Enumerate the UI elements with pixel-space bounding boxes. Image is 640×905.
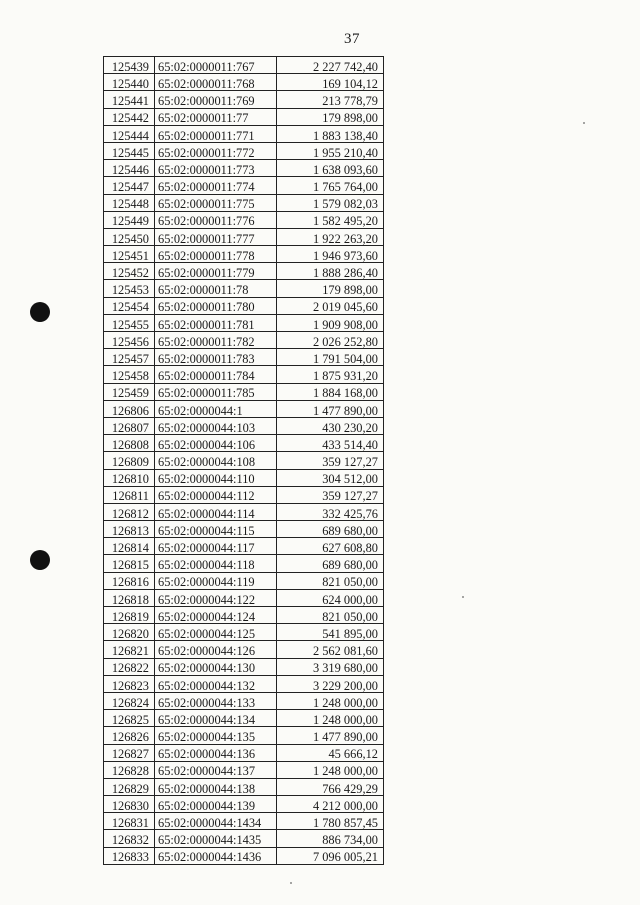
record-id-cell: 125446 xyxy=(104,160,155,177)
table-row xyxy=(104,847,384,864)
table-row xyxy=(104,710,384,727)
table-row xyxy=(104,383,384,400)
table-row xyxy=(104,589,384,606)
table-row xyxy=(104,744,384,761)
record-id-cell: 125457 xyxy=(104,349,155,366)
table-row xyxy=(104,400,384,417)
cadastral-value-cell: 430 230,20 xyxy=(277,417,384,434)
table-row xyxy=(104,761,384,778)
table-row xyxy=(104,160,384,177)
record-id-cell: 125451 xyxy=(104,246,155,263)
cadastral-number-cell: 65:02:0000044:103 xyxy=(155,417,277,434)
cadastral-number-cell: 65:02:0000044:135 xyxy=(155,727,277,744)
cadastral-number-cell: 65:02:0000044:1434 xyxy=(155,813,277,830)
cadastral-number-cell: 65:02:0000011:771 xyxy=(155,125,277,142)
record-id-cell: 126806 xyxy=(104,400,155,417)
record-id-cell: 125445 xyxy=(104,142,155,159)
record-id-cell: 126814 xyxy=(104,538,155,555)
cadastral-number-cell: 65:02:0000044:125 xyxy=(155,624,277,641)
table-row xyxy=(104,503,384,520)
cadastral-value-cell: 886 734,00 xyxy=(277,830,384,847)
cadastral-number-cell: 65:02:0000044:137 xyxy=(155,761,277,778)
table-row xyxy=(104,108,384,125)
record-id-cell: 126815 xyxy=(104,555,155,572)
cadastral-number-cell: 65:02:0000044:114 xyxy=(155,503,277,520)
cadastral-value-cell: 1 884 168,00 xyxy=(277,383,384,400)
record-id-cell: 126813 xyxy=(104,521,155,538)
cadastral-number-cell: 65:02:0000011:776 xyxy=(155,211,277,228)
cadastral-value-cell: 3 319 680,00 xyxy=(277,658,384,675)
cadastral-number-cell: 65:02:0000044:108 xyxy=(155,452,277,469)
table-row xyxy=(104,177,384,194)
record-id-cell: 126812 xyxy=(104,503,155,520)
table-row xyxy=(104,555,384,572)
cadastral-value-cell: 179 898,00 xyxy=(277,280,384,297)
record-id-cell: 126809 xyxy=(104,452,155,469)
cadastral-value-cell: 1 922 263,20 xyxy=(277,228,384,245)
table-row xyxy=(104,778,384,795)
table-row xyxy=(104,297,384,314)
cadastral-value-cell: 304 512,00 xyxy=(277,469,384,486)
table-row xyxy=(104,641,384,658)
record-id-cell: 126810 xyxy=(104,469,155,486)
record-id-cell: 125452 xyxy=(104,263,155,280)
cadastral-number-cell: 65:02:0000011:768 xyxy=(155,74,277,91)
cadastral-number-cell: 65:02:0000044:115 xyxy=(155,521,277,538)
table-row xyxy=(104,57,384,74)
cadastral-value-cell: 2 026 252,80 xyxy=(277,332,384,349)
cadastral-number-cell: 65:02:0000044:1436 xyxy=(155,847,277,864)
record-id-cell: 125444 xyxy=(104,125,155,142)
cadastral-value-cell: 359 127,27 xyxy=(277,452,384,469)
table-row xyxy=(104,142,384,159)
record-id-cell: 126829 xyxy=(104,778,155,795)
record-id-cell: 126827 xyxy=(104,744,155,761)
table-row xyxy=(104,796,384,813)
cadastral-value-cell: 1 946 973,60 xyxy=(277,246,384,263)
record-id-cell: 126818 xyxy=(104,589,155,606)
cadastral-value-cell: 1 955 210,40 xyxy=(277,142,384,159)
punch-hole-top xyxy=(30,302,50,322)
cadastral-number-cell: 65:02:0000044:1 xyxy=(155,400,277,417)
table-row xyxy=(104,263,384,280)
cadastral-value-cell: 1 875 931,20 xyxy=(277,366,384,383)
record-id-cell: 125442 xyxy=(104,108,155,125)
cadastral-value-cell: 627 608,80 xyxy=(277,538,384,555)
cadastral-value-cell: 2 562 081,60 xyxy=(277,641,384,658)
cadastral-number-cell: 65:02:0000044:112 xyxy=(155,486,277,503)
table-row xyxy=(104,74,384,91)
cadastral-number-cell: 65:02:0000011:773 xyxy=(155,160,277,177)
cadastral-number-cell: 65:02:0000044:133 xyxy=(155,692,277,709)
record-id-cell: 126822 xyxy=(104,658,155,675)
record-id-cell: 126825 xyxy=(104,710,155,727)
cadastral-value-cell: 1 248 000,00 xyxy=(277,710,384,727)
cadastral-value-cell: 213 778,79 xyxy=(277,91,384,108)
scan-speck xyxy=(290,882,292,884)
cadastral-value-cell: 1 638 093,60 xyxy=(277,160,384,177)
table-row xyxy=(104,624,384,641)
cadastral-number-cell: 65:02:0000011:779 xyxy=(155,263,277,280)
record-id-cell: 126824 xyxy=(104,692,155,709)
cadastral-value-cell: 332 425,76 xyxy=(277,503,384,520)
cadastral-value-cell: 2 019 045,60 xyxy=(277,297,384,314)
cadastral-number-cell: 65:02:0000044:106 xyxy=(155,435,277,452)
cadastral-value-cell: 1 765 764,00 xyxy=(277,177,384,194)
record-id-cell: 125454 xyxy=(104,297,155,314)
record-id-cell: 125439 xyxy=(104,57,155,74)
record-id-cell: 126820 xyxy=(104,624,155,641)
cadastral-value-cell: 766 429,29 xyxy=(277,778,384,795)
record-id-cell: 125448 xyxy=(104,194,155,211)
table-row xyxy=(104,125,384,142)
cadastral-value-cell: 45 666,12 xyxy=(277,744,384,761)
cadastral-value-cell: 359 127,27 xyxy=(277,486,384,503)
record-id-cell: 125458 xyxy=(104,366,155,383)
cadastral-value-cell: 179 898,00 xyxy=(277,108,384,125)
cadastral-value-cell: 1 791 504,00 xyxy=(277,349,384,366)
table-row xyxy=(104,314,384,331)
cadastral-value-table xyxy=(103,56,384,865)
cadastral-number-cell: 65:02:0000044:122 xyxy=(155,589,277,606)
cadastral-number-cell: 65:02:0000044:136 xyxy=(155,744,277,761)
cadastral-number-cell: 65:02:0000011:78 xyxy=(155,280,277,297)
table-row xyxy=(104,675,384,692)
cadastral-value-cell: 1 579 082,03 xyxy=(277,194,384,211)
cadastral-value-cell: 433 514,40 xyxy=(277,435,384,452)
cadastral-value-cell: 4 212 000,00 xyxy=(277,796,384,813)
record-id-cell: 125447 xyxy=(104,177,155,194)
record-id-cell: 125456 xyxy=(104,332,155,349)
cadastral-value-cell: 689 680,00 xyxy=(277,521,384,538)
cadastral-number-cell: 65:02:0000011:780 xyxy=(155,297,277,314)
cadastral-number-cell: 65:02:0000011:775 xyxy=(155,194,277,211)
cadastral-number-cell: 65:02:0000044:124 xyxy=(155,607,277,624)
cadastral-number-cell: 65:02:0000011:785 xyxy=(155,383,277,400)
table-row xyxy=(104,228,384,245)
record-id-cell: 126832 xyxy=(104,830,155,847)
record-id-cell: 126811 xyxy=(104,486,155,503)
record-id-cell: 126826 xyxy=(104,727,155,744)
punch-hole-bottom xyxy=(30,550,50,570)
table-row xyxy=(104,194,384,211)
record-id-cell: 125453 xyxy=(104,280,155,297)
cadastral-number-cell: 65:02:0000011:774 xyxy=(155,177,277,194)
cadastral-number-cell: 65:02:0000011:782 xyxy=(155,332,277,349)
cadastral-value-cell: 1 248 000,00 xyxy=(277,692,384,709)
cadastral-value-cell: 541 895,00 xyxy=(277,624,384,641)
cadastral-value-cell: 1 582 495,20 xyxy=(277,211,384,228)
table-row xyxy=(104,658,384,675)
cadastral-number-cell: 65:02:0000011:772 xyxy=(155,142,277,159)
cadastral-value-cell: 1 248 000,00 xyxy=(277,761,384,778)
cadastral-number-cell: 65:02:0000011:767 xyxy=(155,57,277,74)
table-row xyxy=(104,246,384,263)
page-number: 37 xyxy=(344,31,360,47)
record-id-cell: 125441 xyxy=(104,91,155,108)
cadastral-value-cell: 1 477 890,00 xyxy=(277,400,384,417)
record-id-cell: 125450 xyxy=(104,228,155,245)
table-row xyxy=(104,417,384,434)
cadastral-value-cell: 3 229 200,00 xyxy=(277,675,384,692)
scan-speck xyxy=(583,122,585,124)
table-row xyxy=(104,469,384,486)
record-id-cell: 126828 xyxy=(104,761,155,778)
cadastral-value-cell: 1 883 138,40 xyxy=(277,125,384,142)
cadastral-value-cell: 1 477 890,00 xyxy=(277,727,384,744)
table-row xyxy=(104,280,384,297)
record-id-cell: 126831 xyxy=(104,813,155,830)
cadastral-value-cell: 1 909 908,00 xyxy=(277,314,384,331)
cadastral-value-cell: 7 096 005,21 xyxy=(277,847,384,864)
record-id-cell: 126833 xyxy=(104,847,155,864)
table-row xyxy=(104,91,384,108)
cadastral-value-cell: 689 680,00 xyxy=(277,555,384,572)
cadastral-number-cell: 65:02:0000044:134 xyxy=(155,710,277,727)
record-id-cell: 126830 xyxy=(104,796,155,813)
cadastral-number-cell: 65:02:0000044:110 xyxy=(155,469,277,486)
record-id-cell: 125455 xyxy=(104,314,155,331)
cadastral-number-cell: 65:02:0000011:783 xyxy=(155,349,277,366)
cadastral-number-cell: 65:02:0000011:777 xyxy=(155,228,277,245)
table-row xyxy=(104,538,384,555)
record-id-cell: 125459 xyxy=(104,383,155,400)
record-id-cell: 126816 xyxy=(104,572,155,589)
record-id-cell: 125449 xyxy=(104,211,155,228)
table-row xyxy=(104,366,384,383)
table-row xyxy=(104,521,384,538)
record-id-cell: 126808 xyxy=(104,435,155,452)
cadastral-value-cell: 1 780 857,45 xyxy=(277,813,384,830)
table-row xyxy=(104,211,384,228)
cadastral-number-cell: 65:02:0000044:118 xyxy=(155,555,277,572)
cadastral-number-cell: 65:02:0000011:77 xyxy=(155,108,277,125)
table-row xyxy=(104,727,384,744)
table-row xyxy=(104,332,384,349)
table-row xyxy=(104,486,384,503)
cadastral-value-cell: 1 888 286,40 xyxy=(277,263,384,280)
cadastral-number-cell: 65:02:0000044:126 xyxy=(155,641,277,658)
table-row xyxy=(104,349,384,366)
cadastral-number-cell: 65:02:0000044:119 xyxy=(155,572,277,589)
table-row xyxy=(104,692,384,709)
record-id-cell: 126807 xyxy=(104,417,155,434)
cadastral-number-cell: 65:02:0000044:132 xyxy=(155,675,277,692)
cadastral-number-cell: 65:02:0000044:130 xyxy=(155,658,277,675)
cadastral-value-cell: 2 227 742,40 xyxy=(277,57,384,74)
cadastral-number-cell: 65:02:0000044:1435 xyxy=(155,830,277,847)
cadastral-number-cell: 65:02:0000011:769 xyxy=(155,91,277,108)
table-row xyxy=(104,435,384,452)
cadastral-value-cell: 624 000,00 xyxy=(277,589,384,606)
cadastral-number-cell: 65:02:0000011:784 xyxy=(155,366,277,383)
record-id-cell: 126819 xyxy=(104,607,155,624)
scan-speck xyxy=(462,596,464,598)
cadastral-number-cell: 65:02:0000044:117 xyxy=(155,538,277,555)
cadastral-number-cell: 65:02:0000011:781 xyxy=(155,314,277,331)
cadastral-number-cell: 65:02:0000044:139 xyxy=(155,796,277,813)
cadastral-value-cell: 169 104,12 xyxy=(277,74,384,91)
table-body xyxy=(104,57,384,865)
table-row xyxy=(104,452,384,469)
record-id-cell: 125440 xyxy=(104,74,155,91)
table-row xyxy=(104,830,384,847)
table-row xyxy=(104,572,384,589)
cadastral-value-cell: 821 050,00 xyxy=(277,607,384,624)
cadastral-value-cell: 821 050,00 xyxy=(277,572,384,589)
table-row xyxy=(104,607,384,624)
record-id-cell: 126821 xyxy=(104,641,155,658)
cadastral-number-cell: 65:02:0000011:778 xyxy=(155,246,277,263)
cadastral-number-cell: 65:02:0000044:138 xyxy=(155,778,277,795)
record-id-cell: 126823 xyxy=(104,675,155,692)
table-row xyxy=(104,813,384,830)
